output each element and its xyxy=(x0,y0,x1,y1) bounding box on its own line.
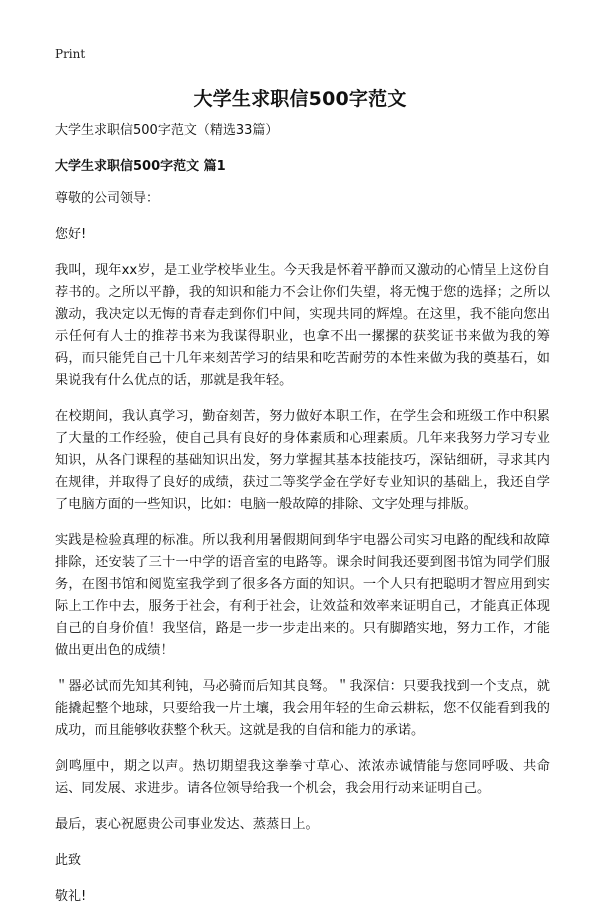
body-paragraph: 我叫，现年xx岁，是工业学校毕业生。今天我是怀着平静而又激动的心情呈上这份自荐书的。之所以平静，我的知识和能力不会让你们失望，将无愧于您的选择；之所以激动，我决定以无悔的青春走到你们中间，实现共同的辉煌。在这里，我不能向您出示任何有人士的推荐书来为我谋得职业，也拿不出一摞摞的获奖证书来做为我的筹码，而只能凭自己十几年来刻苦学习的结果和吃苦耐劳的本性来做为我的奠基石，如果说我有什么优点的话，那就是我年轻。 xyxy=(55,263,550,388)
salutation: 尊敬的公司领导： xyxy=(55,191,160,206)
page-title: 大学生求职信500字范文 xyxy=(193,88,407,110)
body-paragraph: 最后，衷心祝愿贵公司事业发达、蒸蒸日上。 xyxy=(55,817,319,832)
print-link[interactable]: Print xyxy=(55,47,86,61)
section-heading: 大学生求职信500字范文 篇1 xyxy=(55,159,226,174)
closing-line: 此致 xyxy=(55,853,82,868)
body-paragraph: 实践是检验真理的标准。所以我利用暑假期间到华宇电器公司实习电路的配线和故障排除，还安装了三十一中学的语音室的电路等。课余时间我还要到图书馆为同学们服务，在图书馆和阅览室我学到了很多各方面的知识。一个人只有把聪明才智应用到实际上工作中去，服务于社会，有利于社会，让效益和效率来证明自己，才能真正体现自己的自身价值！我坚信，路是一步一步走出来的。只有脚踏实地，努力工作，才能做出更出色的成绩！ xyxy=(55,533,550,658)
closing-salute: 敬礼! xyxy=(55,889,87,904)
body-paragraph: 剑鸣厘中，期之以声。热切期望我这拳拳寸草心、浓浓赤诚情能与您同呼吸、共命运、同发展、求进步。请各位领导给我一个机会，我会用行动来证明自己。 xyxy=(55,759,550,796)
greeting: 您好! xyxy=(55,227,87,242)
body-paragraph: 在校期间，我认真学习，勤奋刻苦，努力做好本职工作，在学生会和班级工作中积累了大量的工作经验，使自己具有良好的身体素质和心理素质。几年来我努力学习专业知识，从各门课程的基础知识出发，努力掌握其基本技能技巧，深钻细研，寻求其内在规律，并取得了良好的成绩，获过二等奖学金在学好专业知识的基础上，我还自学了电脑方面的一些知识，比如：电脑一般故障的排除、文字处理与排版。 xyxy=(55,409,550,512)
document-subtitle: 大学生求职信500字范文（精选33篇） xyxy=(55,123,279,138)
body-paragraph: ＂器必试而先知其利钝，马必骑而后知其良驽。＂我深信：只要我找到一个支点，就能撬起整个地球，只要给我一片土壤，我会用年轻的生命云耕耘，您不仅能看到我的成功，而且能够收获整个秋天。这就是我的自信和能力的承诺。 xyxy=(55,679,550,738)
document-body xyxy=(55,120,550,908)
